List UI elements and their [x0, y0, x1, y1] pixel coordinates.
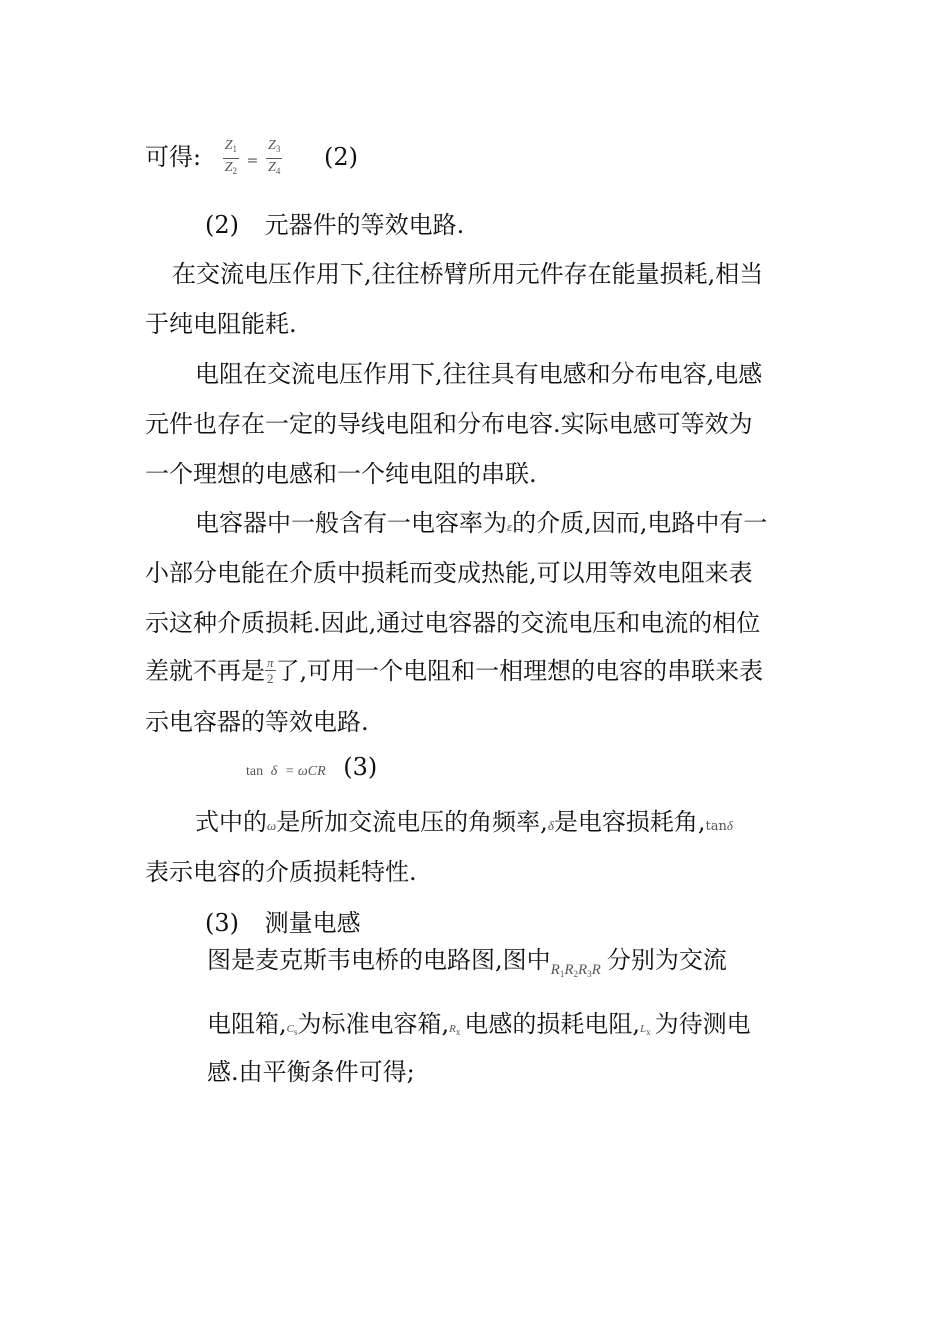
para1-line2: 于纯电阻能耗. — [145, 310, 297, 338]
section-2-heading — [205, 210, 464, 240]
section-3-heading — [205, 908, 361, 938]
para2-line2: 元件也存在一定的导线电阻和分布电容.实际电感可等效为 — [145, 410, 753, 438]
r123-symbols: R1R2R3R — [550, 962, 601, 979]
eq2-prefix: 可得: — [145, 143, 202, 171]
para3-line3: 示这种介质损耗.因此,通过电容器的交流电压和电流的相位 — [145, 609, 761, 637]
eq2-label: (2) — [323, 143, 358, 171]
para1-line1: 在交流电压作用下,往往桥臂所用元件存在能量损耗,相当 — [172, 260, 764, 288]
para5-line2: 电阻箱$,C_s$为标准电容箱$,R_x$ 电感的损耗电阻$,L_x$ 为待测电 — [207, 1010, 751, 1038]
section-2-title: 元器件的等效电路. — [264, 211, 465, 239]
para2-line1: 电阻在交流电压作用下,往往具有电感和分布电容,电感 — [195, 360, 763, 388]
equation-3: tan δ = ωCR (3) — [246, 753, 378, 781]
fraction-z3-z4: $\frac{Z_3}{Z_4}$ — [268, 138, 281, 176]
omega-symbol: ω — [267, 818, 277, 833]
lx-symbol: $L_x$ — [640, 1023, 651, 1037]
para4-line1: 式中的ω是所加交流电压的角频率,δ是电容损耗角,tanδ — [195, 808, 733, 836]
para3-line2: 小部分电能在介质中损耗而变成热能,可以用等效电阻来表 — [145, 559, 753, 587]
para3-line5: 示电容器的等效电路. — [145, 708, 369, 736]
eq2-equals: = — [246, 153, 259, 169]
para4-line2: 表示电容的介质损耗特性. — [145, 858, 417, 886]
epsilon-symbol: ε — [507, 519, 513, 534]
para5-line1: 图是麦克斯韦电桥的电路图,图中$_{R_1R_2R_3R}$ 分别为交流 — [207, 946, 727, 979]
rx-symbol: $R_x$ — [449, 1023, 461, 1037]
para5-line3: 感.由平衡条件可得; — [207, 1058, 415, 1086]
section-3-title: 测量电感 — [264, 909, 361, 937]
delta-symbol: δ — [547, 818, 554, 833]
cs-symbol: $C_s$ — [286, 1023, 298, 1037]
para3-line1: 电容器中一般含有一电容率为ε的介质,因而,电路中有一 — [195, 509, 768, 537]
fraction-pi-2: $\frac{\pi}{2}$ — [267, 655, 274, 686]
section-3-number: (3) — [205, 909, 239, 937]
eq3-label: (3) — [343, 753, 378, 781]
para2-line3: 一个理想的电感和一个纯电阻的串联. — [145, 460, 537, 488]
section-2-number: (2) — [205, 211, 239, 239]
equation-2 — [145, 137, 358, 180]
para3-line4: 差就不再是 $\frac{\pi}{2}$ 了,可用一个电阻和一相理想的电容的串联来表 — [145, 655, 764, 686]
fraction-z1-z2: $\frac{Z_1}{Z_2}$ — [224, 138, 238, 176]
